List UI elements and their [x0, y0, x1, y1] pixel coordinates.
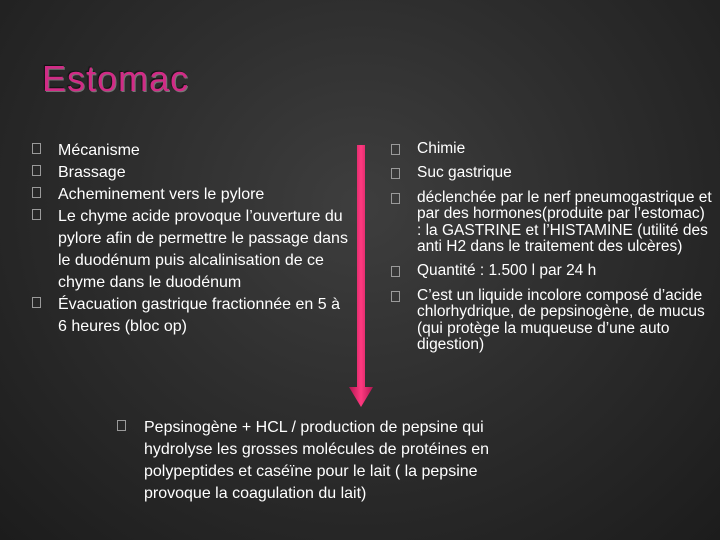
list-item-text: Brassage: [58, 164, 126, 181]
square-bullet-icon: [391, 193, 400, 204]
bottom-bullet-list: [117, 417, 547, 505]
list-item: [32, 184, 352, 206]
list-item: [391, 165, 713, 181]
right-bullet-list: [391, 141, 713, 353]
square-bullet-icon: [391, 266, 400, 277]
left-bullet-list: [32, 140, 352, 338]
square-bullet-icon: [391, 144, 400, 155]
list-item-text: C’est un liquide incolore composé d’acide chlorhydrique, de pepsinogène, de mucus (qui protège la muqueuse d’une auto digestion): [417, 286, 705, 354]
list-item: [391, 141, 713, 157]
list-item-text: Quantité : 1.500 l par 24 h: [417, 262, 597, 280]
list-item-text: Évacuation gastrique fractionnée en 5 à 6 heures (bloc op): [58, 296, 340, 335]
square-bullet-icon: [32, 209, 41, 220]
square-bullet-icon: [32, 187, 41, 198]
square-bullet-icon: [391, 168, 400, 179]
slide-title: Estomac: [42, 58, 190, 99]
list-item-text: Le chyme acide provoque l’ouverture du pylore afin de permettre le passage dans le duodénum puis alcalinisation de ce chyme dans le duodénum: [58, 208, 348, 291]
square-bullet-icon: [117, 420, 126, 431]
square-bullet-icon: [32, 297, 41, 308]
down-arrow-icon: [349, 145, 373, 407]
arrow-shape: [349, 145, 373, 407]
list-item-text: Suc gastrique: [417, 164, 512, 182]
list-item-text: Mécanisme: [58, 142, 140, 159]
list-item: [32, 162, 352, 184]
square-bullet-icon: [32, 165, 41, 176]
list-item: [391, 263, 713, 279]
list-item: [117, 417, 547, 505]
list-item-text: Acheminement vers le pylore: [58, 186, 265, 203]
square-bullet-icon: [391, 291, 400, 302]
list-item: [32, 140, 352, 162]
list-item-text: Chimie: [417, 140, 466, 157]
list-item: [32, 206, 352, 294]
list-item-text: Pepsinogène + HCL / production de pepsine qui hydrolyse les grosses molécules de protéines en polypeptides et caséïne pour le lait ( la pepsine provoque la coagulation du lait): [144, 419, 490, 502]
list-item: [391, 288, 713, 354]
square-bullet-icon: [32, 143, 41, 154]
list-item-text: déclenchée par le nerf pneumogastrique et par des hormones(produite par l’estomac) : la GASTRINE et l’HISTAMINE (utilité des anti H2 dans le traitement des ulcères): [417, 188, 712, 256]
list-item: [391, 190, 713, 256]
list-item: [32, 294, 352, 338]
